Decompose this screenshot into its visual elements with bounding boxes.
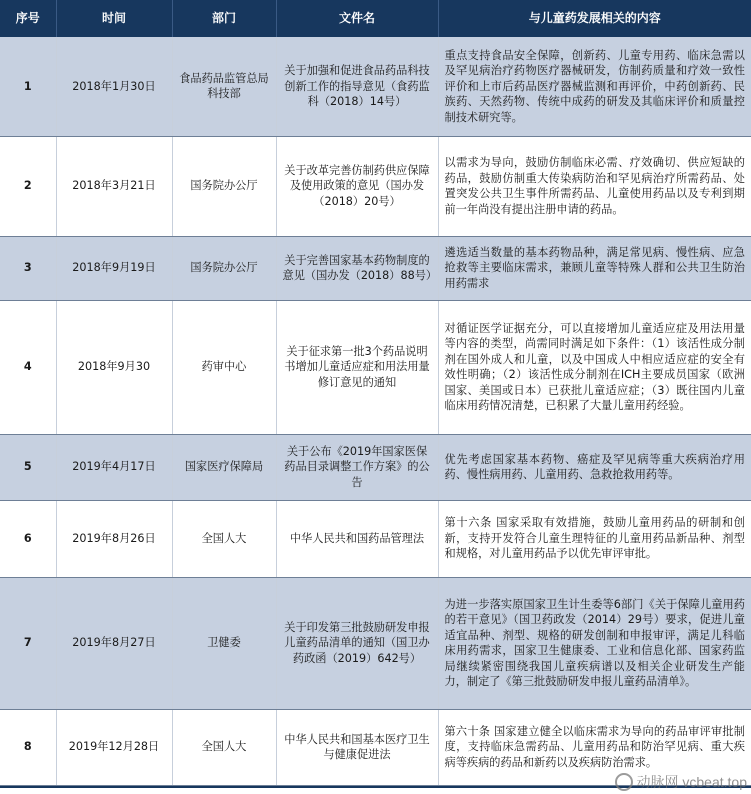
row-dept: 药审中心 — [172, 300, 276, 434]
watermark — [615, 772, 748, 792]
table-row — [0, 500, 751, 577]
header-dept: 部门 — [172, 0, 276, 37]
header-doc: 文件名 — [276, 0, 438, 37]
row-content: 为进一步落实原国家卫生计生委等6部门《关于保障儿童用药的若干意见》（国卫药政发（2014）29号）要求，促进儿童适宜品种、剂型、规格的研发创制和申报审评，满足儿科临床用药需求，国家卫生健康委、工业和信息化部、国家药监局继续紧密围绕我国儿童疾病谱以及相关企业研发生产能力，制定了《第三批鼓励研发申报儿童药品清单》。 — [438, 577, 751, 709]
row-doc: 关于印发第三批鼓励研发申报儿童药品清单的通知（国卫办药政函（2019）642号） — [276, 577, 438, 709]
row-doc: 中华人民共和国药品管理法 — [276, 500, 438, 577]
row-content: 第六十条 国家建立健全以临床需求为导向的药品审评审批制度，支持临床急需药品、儿童用药品和防治罕见病、重大疾病等疾病的药品和新药以及疾病防治需求。 — [438, 709, 751, 785]
table-row — [0, 136, 751, 236]
header-content: 与儿童药发展相关的内容 — [438, 0, 751, 37]
row-date: 2018年9月30 — [56, 300, 172, 434]
row-date: 2018年1月30日 — [56, 37, 172, 136]
table-row — [0, 300, 751, 434]
row-content: 优先考虑国家基本药物、癌症及罕见病等重大疾病治疗用药、慢性病用药、儿童用药、急救抢救用药等。 — [438, 434, 751, 500]
row-dept: 国务院办公厅 — [172, 236, 276, 300]
row-date: 2019年4月17日 — [56, 434, 172, 500]
row-seq: 3 — [0, 236, 56, 300]
row-date: 2019年12月28日 — [56, 709, 172, 785]
row-dept: 全国人大 — [172, 709, 276, 785]
row-dept: 全国人大 — [172, 500, 276, 577]
row-seq: 8 — [0, 709, 56, 785]
row-content: 遴选适当数量的基本药物品种，满足常见病、慢性病、应急抢救等主要临床需求，兼顾儿童等特殊人群和公共卫生防治用药需求 — [438, 236, 751, 300]
row-seq: 4 — [0, 300, 56, 434]
row-content: 以需求为导向，鼓励仿制临床必需、疗效确切、供应短缺的药品，鼓励仿制重大传染病防治和罕见病治疗所需药品、处置突发公共卫生事件所需药品、儿童使用药品以及专利到期前一年尚没有提出注册申请的药品。 — [438, 136, 751, 236]
row-seq: 5 — [0, 434, 56, 500]
watermark-text: 动脉网 vcbeat.top — [636, 774, 747, 790]
row-doc: 关于征求第一批3个药品说明书增加儿童适应症和用法用量修订意见的通知 — [276, 300, 438, 434]
row-doc: 关于改革完善仿制药供应保障及使用政策的意见（国办发（2018）20号） — [276, 136, 438, 236]
table-row — [0, 434, 751, 500]
header-seq: 序号 — [0, 0, 56, 37]
table-row — [0, 37, 751, 136]
row-date: 2018年9月19日 — [56, 236, 172, 300]
table-row — [0, 236, 751, 300]
row-seq: 7 — [0, 577, 56, 709]
row-doc: 关于加强和促进食品药品科技创新工作的指导意见（食药监科（2018）14号） — [276, 37, 438, 136]
row-dept: 国家医疗保障局 — [172, 434, 276, 500]
table-row — [0, 577, 751, 709]
row-dept: 卫健委 — [172, 577, 276, 709]
row-doc: 关于完善国家基本药物制度的意见（国办发（2018）88号） — [276, 236, 438, 300]
header-date: 时间 — [56, 0, 172, 37]
row-doc: 关于公布《2019年国家医保药品目录调整工作方案》的公告 — [276, 434, 438, 500]
header-row — [0, 0, 751, 37]
row-seq: 2 — [0, 136, 56, 236]
row-doc: 中华人民共和国基本医疗卫生与健康促进法 — [276, 709, 438, 785]
row-dept: 食品药品监管总局科技部 — [172, 37, 276, 136]
row-date: 2018年3月21日 — [56, 136, 172, 236]
row-content: 第十六条 国家采取有效措施，鼓励儿童用药品的研制和创新，支持开发符合儿童生理特征的儿童用药品新品种、剂型和规格，对儿童用药品予以优先审评审批。 — [438, 500, 751, 577]
row-seq: 6 — [0, 500, 56, 577]
watermark-logo-icon — [615, 773, 633, 791]
row-content: 重点支持食品安全保障，创新药、儿童专用药、临床急需以及罕见病治疗药物医疗器械研发，仿制药质量和疗效一致性评价和上市后药品医疗器械监测和再评价，中药创新药、民族药、天然药物、传统中成药的研发及其临床评价和质量控制技术研究等。 — [438, 37, 751, 136]
row-date: 2019年8月27日 — [56, 577, 172, 709]
row-dept: 国务院办公厅 — [172, 136, 276, 236]
row-seq: 1 — [0, 37, 56, 136]
row-date: 2019年8月26日 — [56, 500, 172, 577]
row-content: 对循证医学证据充分，可以直接增加儿童适应症及用法用量等内容的类型，尚需同时满足如下条件：（1）该活性成分制剂在国外成人和儿童，以及中国成人中相应适应症的安全有效性明确；（2）该活性成分制剂在ICH主要成员国家（欧洲国家、美国或日本）已获批儿童适应症；（3）既往国内儿童临床用药情况清楚，已积累了大量儿童用药经验。 — [438, 300, 751, 434]
